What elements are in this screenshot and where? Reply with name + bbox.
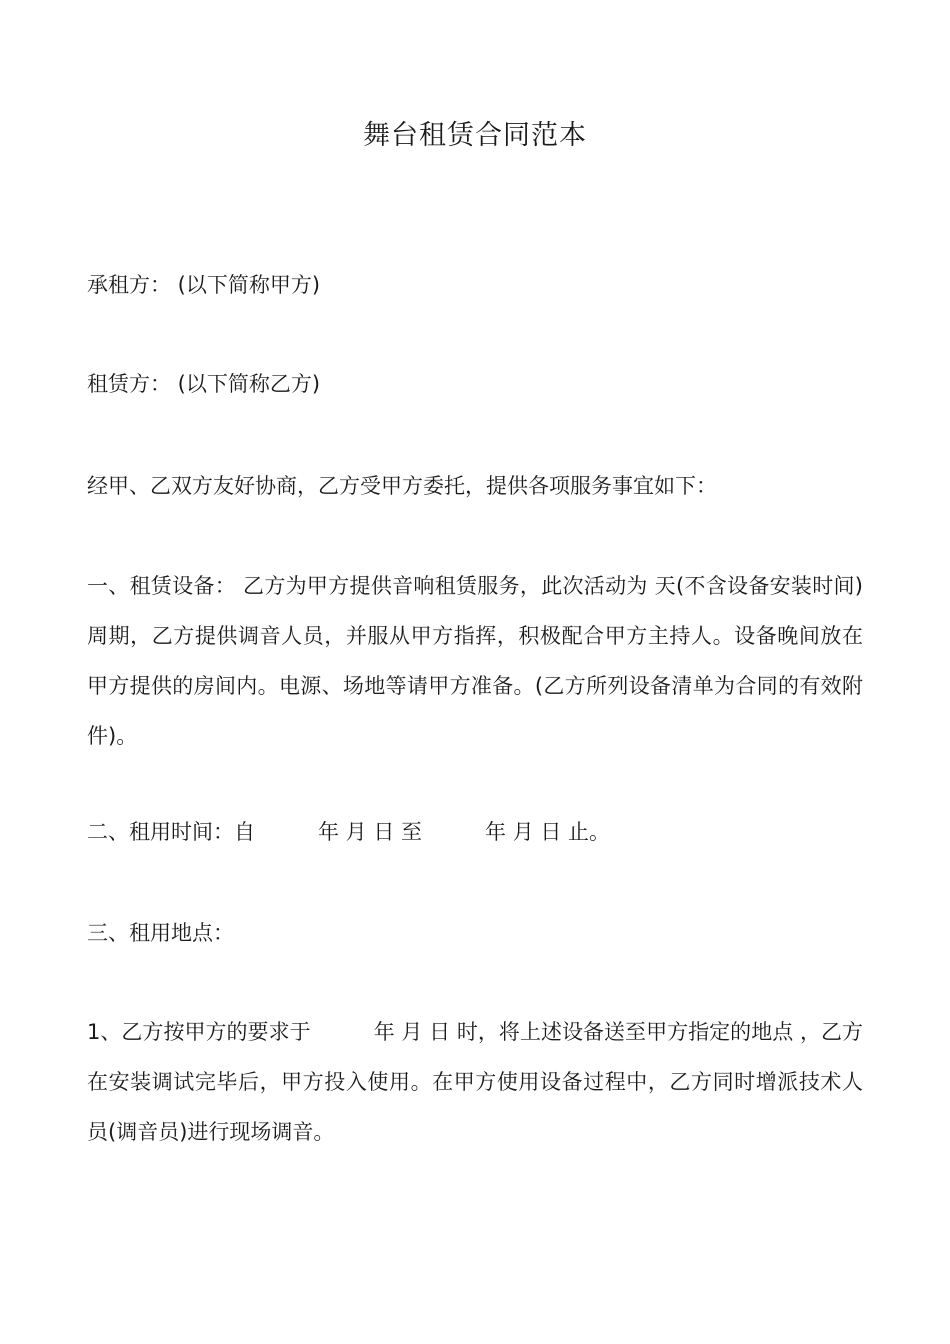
intro-paragraph: 经甲、乙双方友好协商，乙方受甲方委托，提供各项服务事宜如下： (87, 474, 717, 498)
clause-equipment: 一、租赁设备： 乙方为甲方提供音响租赁服务，此次活动为 天(不含设备安装时间)周期，乙方提供调音人员，并服从甲方指挥，积极配合甲方主持人。设备晚间放在甲方提供的房间内。电源、场地等请甲方准备。(乙方所列设备清单为合同的有效附件)。 (87, 574, 863, 748)
lessor-line: 租赁方： (以下简称乙方) (87, 372, 321, 396)
clause-rental-location: 三、租用地点： (87, 921, 234, 945)
clause-rental-time: 二、租用时间：自 年 月 日 至 年 月 日 止。 (87, 820, 611, 844)
document-title: 舞台租赁合同范本 (363, 120, 587, 151)
clause-location-item-1: 1、乙方按甲方的要求于 年 月 日 时，将上述设备送至甲方指定的地点 ，乙方在安装调试完毕后，甲方投入使用。在甲方使用设备过程中，乙方同时增派技术人员(调音员)进行现场调音。 (87, 1020, 863, 1144)
lessee-line: 承租方： (以下简称甲方) (87, 273, 321, 297)
